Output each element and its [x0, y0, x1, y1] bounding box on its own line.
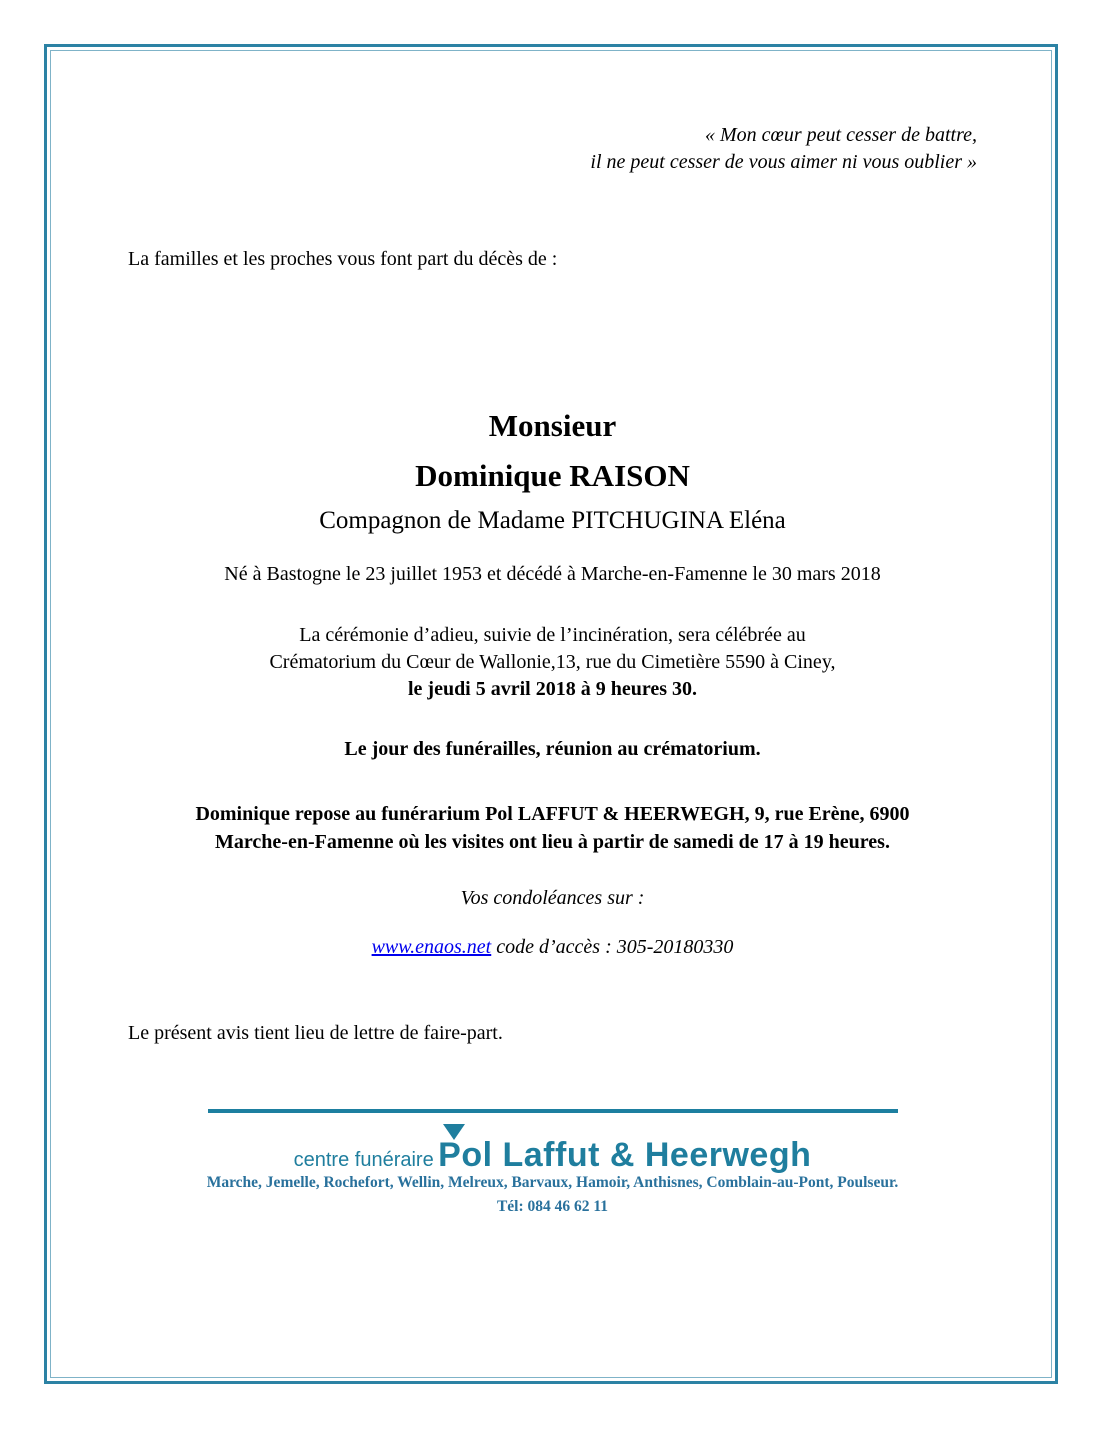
footer-divider [208, 1109, 898, 1113]
repose-line-1: Dominique repose au funérarium Pol LAFFUT & HEERWEGH, 9, rue Erène, 6900 [195, 803, 910, 825]
deceased-title: Monsieur [488, 408, 617, 443]
ceremony-datetime: le jeudi 5 avril 2018 à 9 heures 30. [407, 678, 698, 700]
ceremony-line-1: La cérémonie d’adieu, suivie de l’incinération, sera célébrée au [299, 624, 806, 646]
closing-note: Le présent avis tient lieu de lettre de faire-part. [128, 1022, 503, 1044]
access-code: code d’accès : 305-20180330 [496, 936, 734, 958]
ceremony-details [0, 622, 1105, 703]
funeral-home-locations: Marche, Jemelle, Rochefort, Wellin, Melreux, Barvaux, Hamoir, Anthisnes, Comblain-au-Pont, Poulseur. [206, 1174, 899, 1191]
announcement-intro: La familles et les proches vous font part du décès de : [128, 248, 558, 270]
funeral-home-brand [0, 1136, 1105, 1175]
ceremony-line-2: Crématorium du Cœur de Wallonie,13, rue du Cimetière 5590 à Ciney, [269, 651, 836, 673]
repose-line-2: Marche-en-Famenne où les visites ont lieu à partir de samedi de 17 à 19 heures. [215, 831, 890, 853]
life-dates: Né à Bastogne le 23 juillet 1953 et décédé à Marche-en-Famenne le 30 mars 2018 [224, 563, 881, 585]
funeral-day-note: Le jour des funérailles, réunion au crématorium. [344, 738, 761, 760]
condolences-line [0, 936, 1105, 959]
enaos-link[interactable]: www.enaos.net [371, 936, 492, 958]
quote-line-2: il ne peut cesser de vous aimer ni vous oublier » [590, 151, 977, 173]
condolences-label: Vos condoléances sur : [460, 887, 645, 909]
brand-name: Pol Laffut & Heerwegh [438, 1136, 812, 1174]
quote-line-1: « Mon cœur peut cesser de battre, [705, 124, 977, 146]
deceased-name: Dominique RAISON [415, 458, 690, 493]
deceased-relation: Compagnon de Madame PITCHUGINA Eléna [319, 507, 786, 534]
memorial-quote [590, 122, 977, 176]
repose-details [0, 800, 1105, 856]
funeral-home-phone: Tél: 084 46 62 11 [496, 1198, 609, 1215]
brand-prefix: centre funéraire [293, 1149, 434, 1171]
